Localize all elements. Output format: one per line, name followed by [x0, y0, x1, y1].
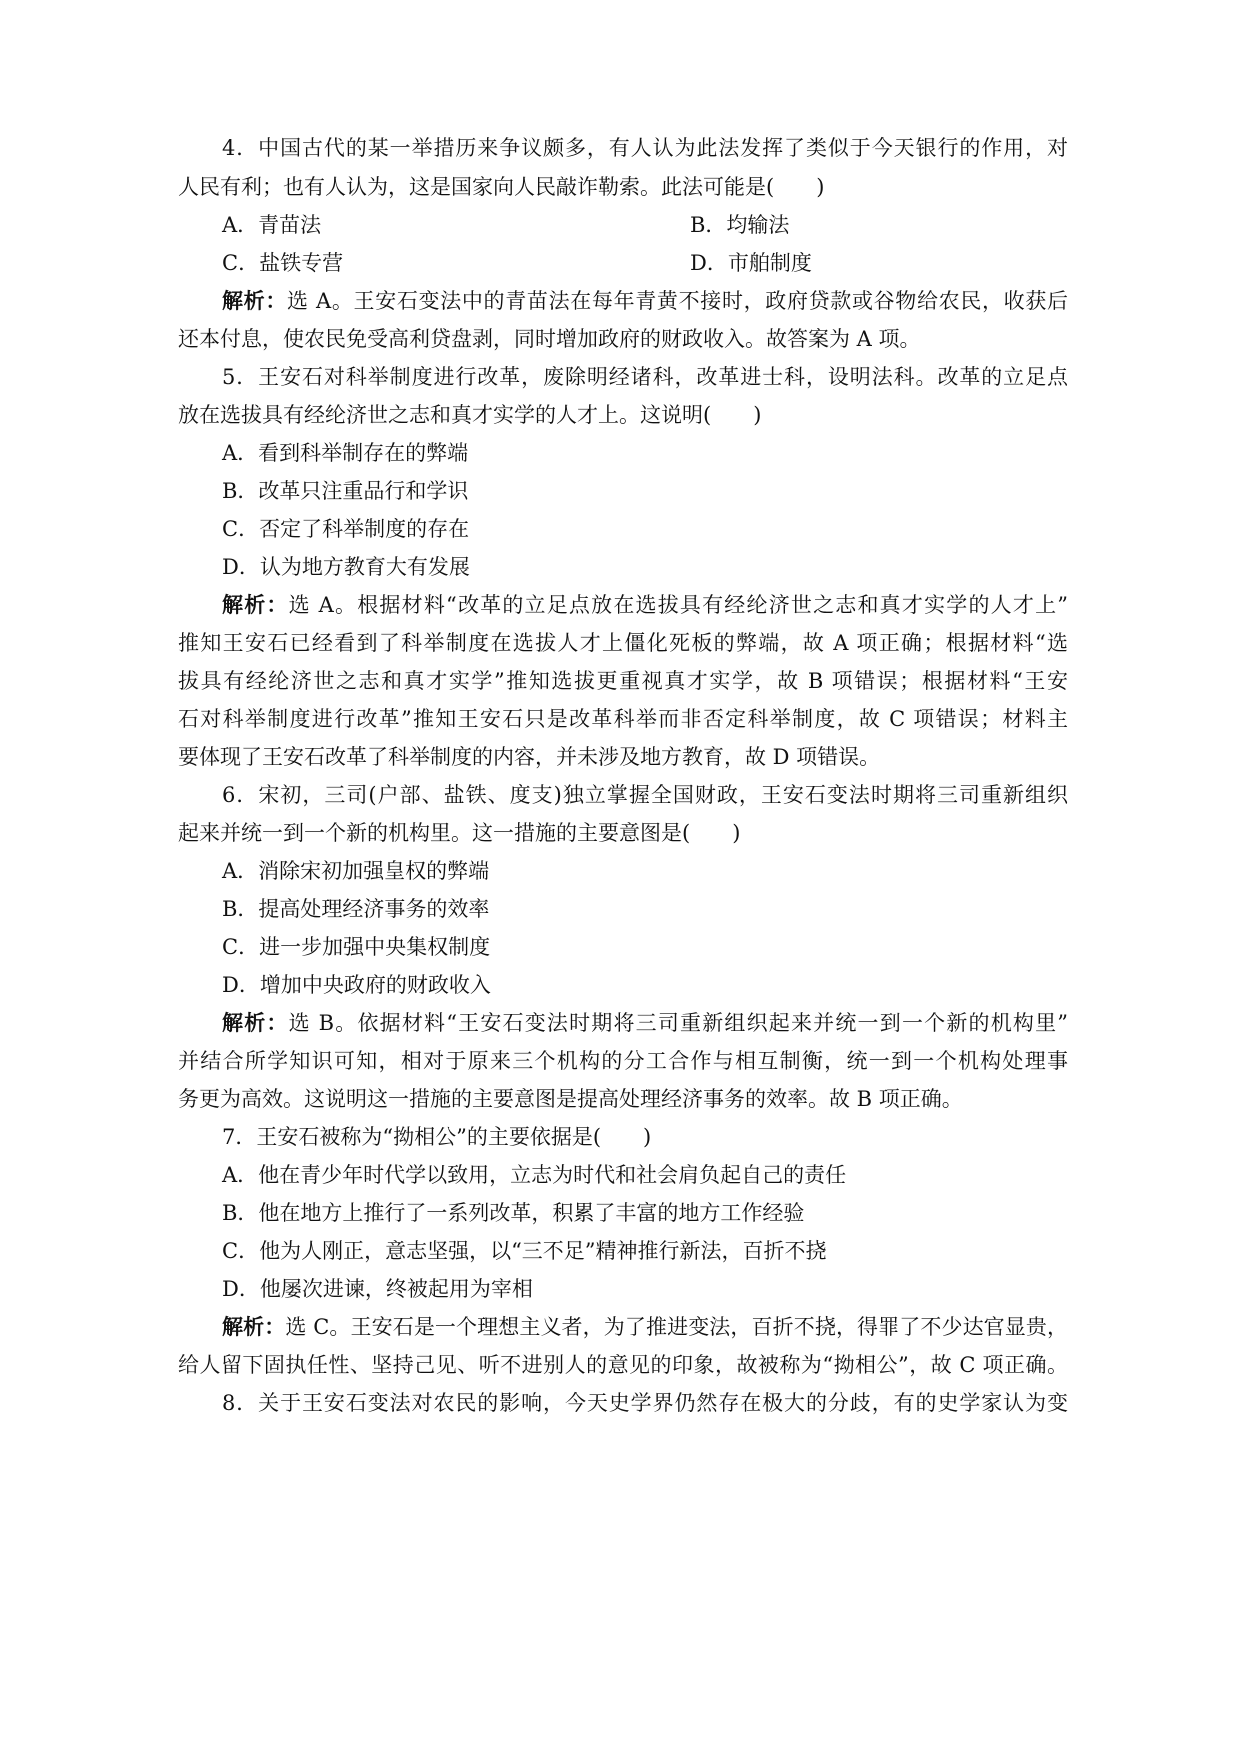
q7-explanation-text-1: 选 C。王安石是一个理想主义者，为了推进变法，百折不挠，得罪了不少达官显贵，	[285, 1315, 1068, 1339]
explanation-label: 解析：	[222, 1010, 289, 1035]
q5-explanation-line-4: 石对科举制度进行改革”推知王安石只是改革科举而非否定科举制度，故 C 项错误；材料主	[178, 707, 1068, 731]
q4-option-c: C．盐铁专营	[222, 251, 344, 275]
q6-explanation-text-1: 选 B。依据材料“王安石变法时期将三司重新组织起来并统一到一个新的机构里”	[288, 1011, 1069, 1035]
q4-explanation-text-1: 选 A。王安石变法中的青苗法在每年青黄不接时，政府贷款或谷物给农民，收获后	[287, 289, 1068, 313]
q6-stem-line-2: 起来并统一到一个新的机构里。这一措施的主要意图是( )	[178, 821, 741, 845]
q6-explanation-line-1	[222, 1008, 1068, 1038]
q6-option-b: B．提高处理经济事务的效率	[222, 897, 490, 921]
q6-option-c: C．进一步加强中央集权制度	[222, 935, 491, 959]
q7-stem-line-1: 7．王安石被称为“拗相公”的主要依据是( )	[222, 1125, 652, 1149]
q4-explanation-line-2: 还本付息，使农民免受高利贷盘剥，同时增加政府的财政收入。故答案为 A 项。	[178, 327, 921, 351]
q5-stem-line-2: 放在选拔具有经纶济世之志和真才实学的人才上。这说明( )	[178, 403, 762, 427]
q6-option-d: D．增加中央政府的财政收入	[222, 973, 491, 997]
q4-explanation-line-1	[222, 286, 1068, 316]
q5-stem-line-1: 5．王安石对科举制度进行改革，废除明经诸科，改革进士科，设明法科。改革的立足点	[222, 365, 1068, 389]
q5-explanation-line-2: 推知王安石已经看到了科举制度在选拔人才上僵化死板的弊端，故 A 项正确；根据材料“选	[178, 631, 1068, 655]
q7-option-c: C．他为人刚正，意志坚强，以“三不足”精神推行新法，百折不挠	[222, 1239, 827, 1263]
q4-option-a: A．青苗法	[222, 213, 322, 237]
q6-explanation-line-3: 务更为高效。这说明这一措施的主要意图是提高处理经济事务的效率。故 B 项正确。	[178, 1087, 963, 1111]
q5-option-c: C．否定了科举制度的存在	[222, 517, 470, 541]
q7-option-a: A．他在青少年时代学以致用，立志为时代和社会肩负起自己的责任	[222, 1163, 847, 1187]
q5-explanation-line-5: 要体现了王安石改革了科举制度的内容，并未涉及地方教育，故 D 项错误。	[178, 745, 881, 769]
q4-option-b: B．均输法	[690, 213, 790, 237]
q5-option-a: A．看到科举制存在的弊端	[222, 441, 469, 465]
explanation-label: 解析：	[222, 592, 289, 617]
q5-explanation-line-3: 拔具有经纶济世之志和真才实学”推知选拔更重视真才实学，故 B 项错误；根据材料“王安	[178, 669, 1068, 693]
explanation-label: 解析：	[222, 1314, 286, 1339]
q6-explanation-line-2: 并结合所学知识可知，相对于原来三个机构的分工合作与相互制衡，统一到一个机构处理事	[178, 1049, 1068, 1073]
q5-option-b: B．改革只注重品行和学识	[222, 479, 469, 503]
q4-stem-line-1: 4．中国古代的某一举措历来争议颇多，有人认为此法发挥了类似于今天银行的作用，对	[222, 136, 1068, 160]
q4-stem-line-2: 人民有利；也有人认为，这是国家向人民敲诈勒索。此法可能是( )	[178, 175, 825, 199]
q6-stem-line-1: 6．宋初，三司(户部、盐铁、度支)独立掌握全国财政，王安石变法时期将三司重新组织	[222, 783, 1068, 807]
q7-explanation-line-2: 给人留下固执任性、坚持己见、听不进别人的意见的印象，故被称为“拗相公”，故 C 项正确。	[178, 1353, 1068, 1377]
q5-explanation-text-1: 选 A。根据材料“改革的立足点放在选拔具有经纶济世之志和真才实学的人才上”	[288, 593, 1068, 617]
q7-option-b: B．他在地方上推行了一系列改革，积累了丰富的地方工作经验	[222, 1201, 805, 1225]
q8-stem-line-1: 8．关于王安石变法对农民的影响，今天史学界仍然存在极大的分歧，有的史学家认为变	[222, 1391, 1068, 1415]
q4-option-d: D．市舶制度	[690, 251, 812, 275]
q5-explanation-line-1	[222, 590, 1068, 620]
q6-option-a: A．消除宋初加强皇权的弊端	[222, 859, 490, 883]
q7-option-d: D．他屡次进谏，终被起用为宰相	[222, 1277, 533, 1301]
explanation-label: 解析：	[222, 288, 288, 313]
q5-option-d: D．认为地方教育大有发展	[222, 555, 470, 579]
q7-explanation-line-1	[222, 1312, 1068, 1342]
